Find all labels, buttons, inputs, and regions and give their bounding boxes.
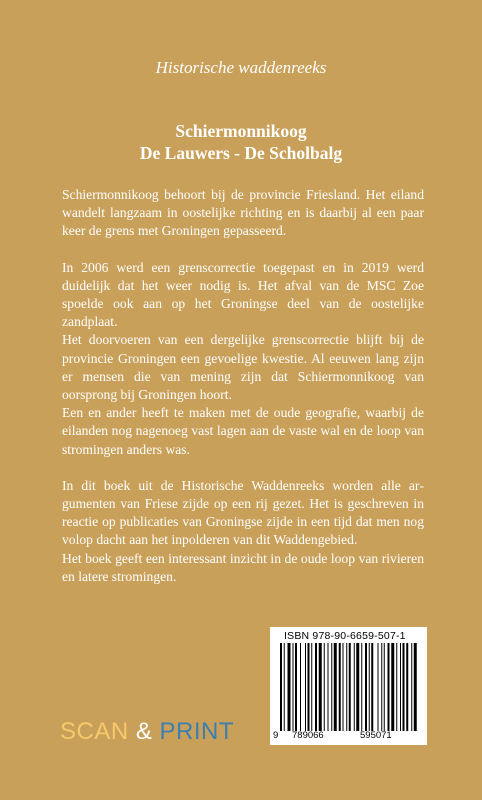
blurb-paragraph-1: Schiermonnikoog behoort bij de provincie Friesland. Het eiland wandelt langzaam in oostelijke richting en is daarbij al een paar keer de grens met Groningen gepasseerd.: [62, 187, 424, 239]
book-title-line-2: De Lauwers - De Scholbalg: [139, 143, 343, 163]
blurb-text: [62, 186, 424, 586]
book-title-line-1: Schiermonnikoog: [175, 121, 307, 141]
blurb-paragraph-2: In 2006 werd een grenscorrectie toegepast en in 2019 werd duidelijk dat het weer nodig is. Het afval van de MSC Zoe spoelde ook aan op het Groningse deel van de oostelijke zandplaat.: [62, 259, 424, 330]
blurb-paragraph-3: Het doorvoeren van een dergelijke grenscorrectie blijft bij de provincie Groningen een gevoelige kwestie. Al eeuwen lang zijn er mensen die van mening zijn dat Schiermonnikoog van oorsprong bij Groningen hoort.: [62, 332, 424, 403]
blurb-paragraph-5: In dit boek uit de Historische Waddenreeks worden alle argumenten van Friese zijde op een rij gezet. Het is geschreven in reactie op publicaties van Groningse zijde in een tijd dat men nog volop dacht aan het inpolderen van dit Waddengebied.: [62, 477, 424, 548]
barcode-bars: [280, 643, 418, 731]
isbn-label: ISBN 978-90-6659-507-1: [284, 630, 406, 642]
barcode-digits-left: 789066: [292, 730, 324, 741]
publisher-logo-scan: SCAN: [60, 718, 129, 745]
blurb-paragraph-6: Het boek geeft een interessant inzicht in de oude loop van rivieren en latere stromingen.: [62, 550, 424, 584]
publisher-logo-ampersand: &: [135, 718, 153, 745]
barcode-digit-first: 9: [273, 730, 279, 741]
blurb-paragraph-4: Een en ander heeft te maken met de oude geografie, waarbij de eilanden nog nagenoeg vast lagen aan de vaste wal en de loop van stromingen anders was.: [62, 405, 424, 457]
publisher-logo: [60, 718, 234, 746]
barcode-digits-right: 595071: [360, 730, 392, 741]
book-title: [0, 120, 482, 164]
isbn-barcode: [270, 627, 427, 745]
series-title: Historische waddenreeks: [155, 58, 327, 77]
publisher-logo-print: PRINT: [159, 718, 235, 745]
